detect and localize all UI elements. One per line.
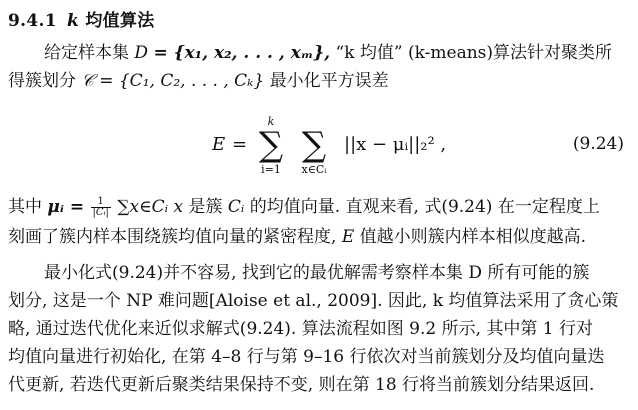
inner-sum — [292, 116, 336, 176]
section-title: 均值算法 — [85, 11, 155, 31]
fraction — [91, 197, 111, 218]
para2-line2 — [8, 226, 586, 248]
symbol-C: 𝒞 — [81, 71, 94, 91]
para2-text-e: 值越小则簇内样本相似度越高. — [359, 227, 587, 247]
para3-line5: 代更新, 若迭代更新后聚类结果保持不变, 则在第 18 行将当前簇划分结果返回. — [8, 375, 595, 395]
section-heading — [8, 6, 155, 31]
fraction-numerator: 1 — [91, 197, 111, 208]
para1-line1 — [44, 42, 612, 64]
para2-line1 — [8, 196, 600, 218]
para1-text-c: (k-means)算法针对聚类所 — [408, 43, 613, 63]
para2-text-d: 刻画了簇内样本围绕簇均值向量的紧密程度, — [8, 227, 337, 247]
equation-equals: = — [232, 134, 248, 155]
para1-text-d: 得簇划分 — [8, 71, 76, 91]
para2-text-c: 的均值向量. 直观来看, 式(9.24) 在一定程度上 — [249, 197, 600, 217]
symbol-Ci: Cᵢ — [227, 197, 245, 217]
inner-sum-symbol: ∑ — [301, 125, 327, 165]
para3-line4: 均值向量进行初始化, 在第 4–8 行与第 9–16 行依次对当前簇划分及均值向量迭 — [8, 347, 605, 367]
para2-text-a: 其中 — [8, 197, 42, 217]
kmeans-quote: “k 均值” — [335, 43, 403, 63]
para1-text-a: 给定样本集 — [44, 43, 129, 63]
section-k: k — [67, 11, 80, 31]
equation-9-24 — [0, 114, 638, 184]
outer-sum-upper: k — [267, 115, 275, 128]
equation-number: (9.24) — [572, 134, 624, 154]
para1-line2 — [8, 70, 389, 92]
partition-formula: = {C₁, C₂, . . . , Cₖ} — [99, 71, 265, 91]
outer-sum-symbol: ∑ — [258, 125, 284, 165]
para3-line1: 最小化式(9.24)并不容易, 找到它的最优解需考察样本集 D 所有可能的簇 — [44, 263, 590, 283]
inner-sum-lower: x∈Cᵢ — [301, 163, 327, 176]
mean-vector-symbol: μᵢ = — [47, 197, 85, 217]
para3-line2: 划分, 这是一个 NP 难问题[Aloise et al., 2009]. 因此, k 均值算法采用了贪心策 — [8, 291, 619, 311]
section-number: 9.4.1 — [8, 11, 57, 31]
outer-sum — [256, 116, 286, 176]
symbol-E: E — [341, 227, 355, 247]
inline-sum: ∑x∈Cᵢ x — [117, 197, 184, 217]
sample-set-formula: = {x₁, x₂, . . . , xₘ}, — [153, 43, 331, 63]
para2-text-b: 是簇 — [188, 197, 223, 217]
equation-lhs: E — [212, 134, 226, 155]
symbol-D: D — [134, 43, 149, 63]
equation-norm: ||x − μᵢ||₂² , — [344, 134, 447, 155]
fraction-denominator: |Cᵢ| — [92, 207, 109, 218]
para1-text-e: 最小化平方误差 — [269, 71, 389, 91]
outer-sum-lower: i=1 — [261, 163, 281, 176]
para3-line3: 略, 通过迭代优化来近似求解式(9.24). 算法流程如图 9.2 所示, 其中第 1 行对 — [8, 319, 594, 339]
